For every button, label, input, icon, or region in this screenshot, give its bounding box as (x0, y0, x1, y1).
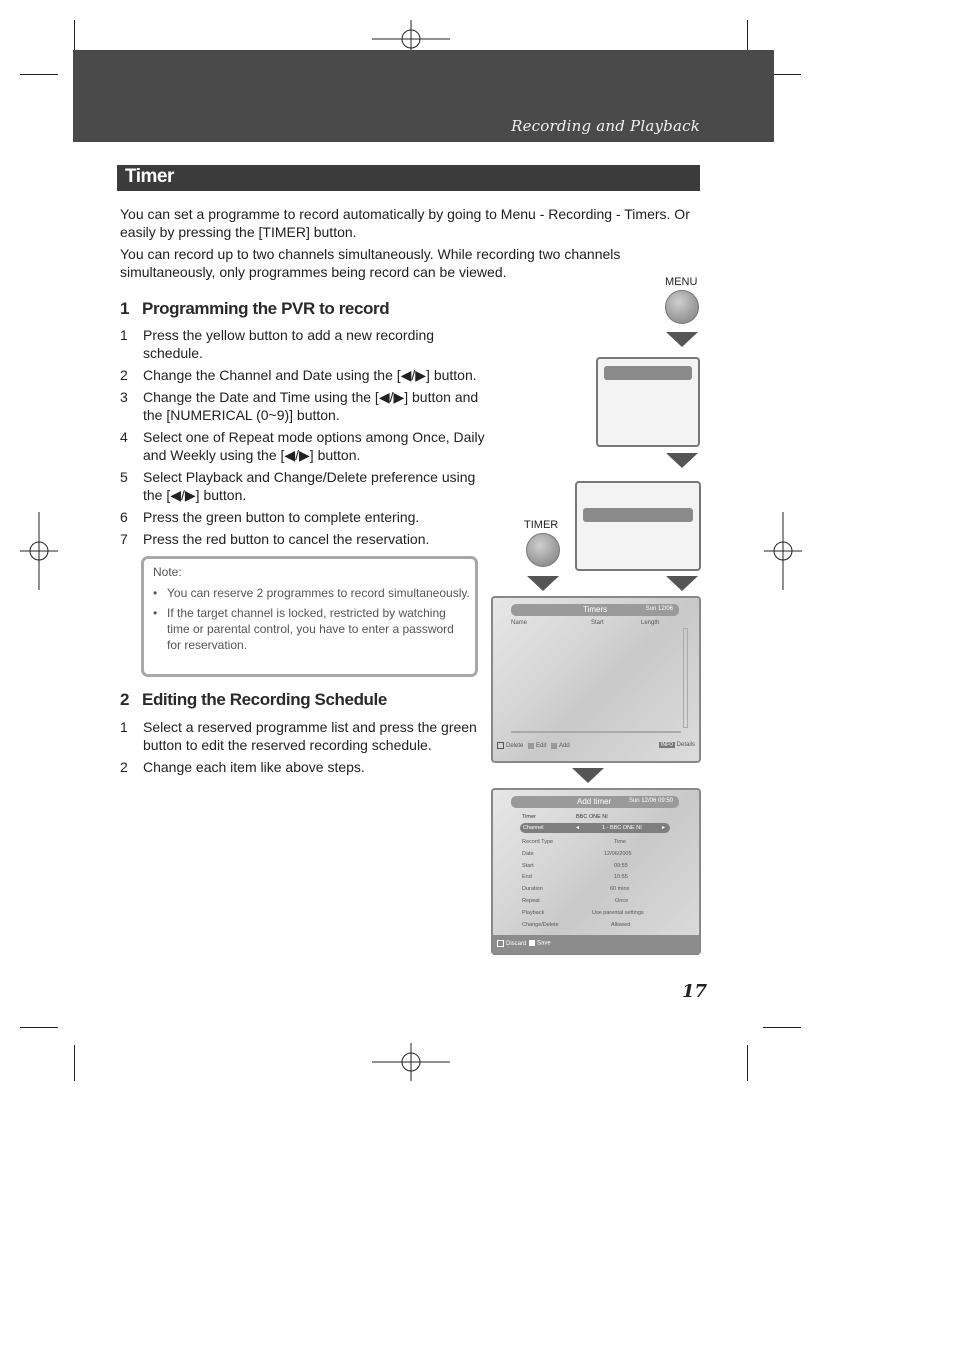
step-number: 7 (120, 531, 128, 547)
step-text: Press the yellow button to add a new recording schedule. (143, 327, 435, 361)
setting-label: Repeat (522, 897, 540, 904)
note-box (141, 556, 478, 677)
setting-value: Use parental settings (592, 909, 644, 916)
footer-discard: Discard (506, 941, 527, 948)
arrow-down-icon (666, 453, 698, 468)
crop-mark (763, 1027, 801, 1028)
list-item[interactable] (522, 837, 682, 849)
timers-footer-right (659, 742, 695, 748)
page-number: 17 (682, 981, 708, 1002)
timer-label: TIMER (524, 519, 559, 531)
channel-value: 1 - BBC ONE NI (602, 825, 642, 831)
column-header: Start (591, 620, 604, 626)
arrow-down-icon (572, 768, 604, 783)
section-label: Recording and Playback (511, 117, 700, 135)
note-list (153, 585, 471, 657)
timers-footer (497, 742, 570, 749)
list-item[interactable] (522, 896, 682, 908)
footer-save: Save (537, 940, 551, 947)
setting-value: Once (615, 897, 629, 904)
add-timer-datetime: Sun 12/06 09:50 (628, 798, 673, 804)
step-text: Select Playback and Change/Delete preference using the [◀/▶] button. (143, 469, 476, 503)
list-item (120, 508, 495, 526)
step-text: Press the red button to cancel the reservation. (143, 531, 430, 547)
footer-details: Details (676, 742, 695, 748)
step-text: Change the Channel and Date using the [◀/▶] button. (143, 367, 477, 383)
step-number: 2 (120, 759, 128, 775)
step-text: Press the green button to complete entering. (143, 509, 420, 525)
setting-label: Change/Delete (522, 921, 559, 928)
registration-mark-icon (764, 512, 802, 590)
timer-button[interactable] (526, 533, 560, 567)
settings-list (522, 837, 682, 931)
setting-value: 10:55 (614, 874, 628, 881)
divider (511, 731, 681, 733)
footer-add: Add (559, 743, 570, 750)
page-title-bar (117, 165, 700, 191)
arrow-down-icon (666, 576, 698, 591)
setting-label: Record Type (522, 839, 554, 845)
section-number: 2 (120, 690, 130, 709)
menu-button[interactable] (665, 290, 699, 324)
add-timer-title: Add timer (577, 797, 612, 806)
footer-edit: Edit (536, 743, 547, 750)
section-number: 1 (120, 299, 130, 318)
list-item (120, 468, 495, 504)
list-item (120, 428, 495, 464)
menu-screen (596, 357, 700, 447)
section-title: Editing the Recording Schedule (142, 690, 387, 709)
channel-selector[interactable] (520, 823, 670, 833)
step-number: 4 (120, 429, 128, 445)
step-number: 6 (120, 509, 128, 525)
step-text: Select one of Repeat mode options among Once, Daily and Weekly using the [◀/▶] button. (143, 429, 485, 463)
setting-label: End (522, 874, 532, 881)
green-key-icon (528, 743, 534, 749)
timers-date: Sun 12/06 (645, 606, 673, 612)
setting-label: Duration (522, 886, 543, 893)
list-item (120, 366, 495, 384)
footer-delete: Delete (506, 743, 524, 750)
page-title: Timer (125, 166, 174, 187)
setting-value: 09:55 (614, 862, 628, 869)
registration-mark-icon (372, 1043, 450, 1081)
timers-title: Timers (583, 605, 608, 614)
list-item (120, 758, 490, 776)
channel-label: Channel (523, 825, 544, 831)
step-number: 1 (120, 719, 128, 735)
footer-discard-group[interactable] (497, 940, 526, 947)
step-number: 3 (120, 389, 128, 405)
note-item: • If the target channel is locked, restricted by watching time or parental control, you have to enter a password for reservation. (153, 605, 471, 653)
list-item[interactable] (522, 920, 682, 932)
chevron-left-icon[interactable]: ◂ (576, 825, 580, 831)
intro-paragraph-1: You can set a programme to record automatically by going to Menu - Recording - Timers. Or easily by pressing the [TIMER] button. (120, 206, 690, 240)
step-number: 5 (120, 469, 128, 485)
setting-label: Start (522, 862, 534, 869)
step-list-1 (120, 326, 495, 552)
crop-mark (747, 1045, 748, 1081)
timer-row-value: BBC ONE NI (576, 814, 608, 820)
footer-save-group[interactable] (529, 940, 551, 947)
note-title: Note: (153, 565, 182, 579)
timers-header (511, 604, 679, 616)
setting-value: 12/06/2005 (604, 850, 632, 857)
column-header: Name (511, 620, 528, 626)
red-key-icon (497, 742, 504, 749)
recording-highlight-bar (583, 508, 693, 522)
yellow-key-icon (551, 743, 557, 749)
recording-menu-screen (575, 481, 701, 571)
scrollbar[interactable] (683, 628, 688, 728)
info-key-icon: INFO (661, 742, 673, 748)
list-item[interactable] (522, 872, 682, 884)
list-item[interactable] (522, 908, 682, 920)
setting-value: Allowed (611, 921, 631, 928)
setting-label: Playback (522, 909, 545, 916)
column-header: Length (641, 620, 660, 626)
arrow-down-icon (527, 576, 559, 591)
intro-paragraph-2: You can record up to two channels simultaneously. While recording two channels simultaneously, only programmes being record can be viewed. (120, 246, 621, 280)
setting-label: Date (522, 850, 534, 857)
list-item (120, 326, 495, 362)
list-item (120, 530, 495, 548)
step-text: Change the Date and Time using the [◀/▶] button and the [NUMERICAL (0~9)] button. (143, 389, 479, 423)
add-timer-screen (491, 788, 701, 955)
section-heading-1 (120, 299, 389, 319)
step-text: Change each item like above steps. (143, 759, 365, 775)
registration-mark-icon (20, 512, 58, 590)
chevron-right-icon[interactable]: ▸ (661, 825, 665, 831)
timers-screen (491, 596, 701, 763)
timer-row-label: Timer (522, 814, 536, 820)
menu-highlight-bar (604, 366, 692, 380)
arrow-down-icon (666, 332, 698, 347)
note-item: • You can reserve 2 programmes to record simultaneously. (153, 585, 471, 601)
step-number: 2 (120, 367, 128, 383)
section-heading-2 (120, 690, 387, 710)
crop-mark (20, 1027, 58, 1028)
list-item[interactable] (522, 884, 682, 896)
add-timer-header (511, 796, 679, 808)
step-number: 1 (120, 327, 128, 343)
setting-value: Time (614, 839, 627, 845)
add-timer-footer (493, 935, 699, 953)
step-list-2 (120, 718, 490, 780)
list-item (120, 388, 495, 424)
setting-value: 60 mins (610, 886, 630, 893)
menu-label: MENU (665, 276, 698, 288)
list-item (120, 718, 490, 754)
list-item[interactable] (522, 849, 682, 861)
crop-mark (20, 74, 58, 75)
step-text: Select a reserved programme list and press the green button to edit the reserved recording schedule. (143, 719, 477, 753)
green-key-icon (529, 940, 535, 946)
crop-mark (74, 1045, 75, 1081)
list-item[interactable] (522, 861, 682, 873)
red-key-icon (497, 940, 504, 947)
section-title: Programming the PVR to record (142, 299, 390, 318)
